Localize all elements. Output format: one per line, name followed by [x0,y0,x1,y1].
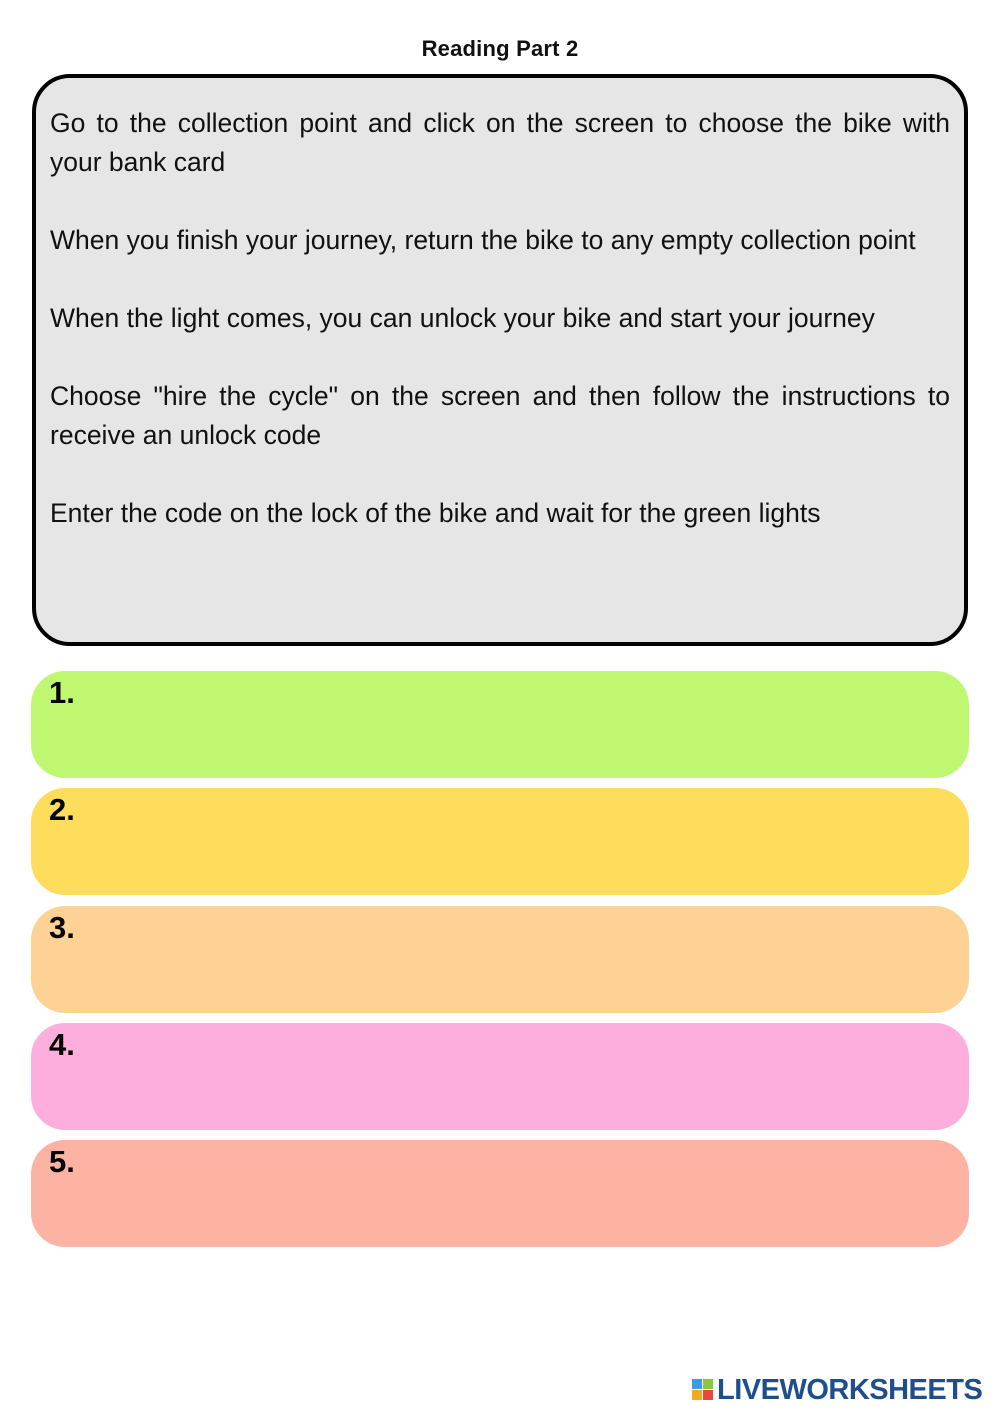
answer-box-4[interactable] [31,1023,969,1130]
logo-text: LIVEWORKSHEETS [717,1373,983,1406]
answer-number: 1. [49,675,75,710]
instruction-text: Go to the collection point and click on the screen to choose the bike with your bank card [50,108,950,177]
answer-number: 4. [49,1027,75,1062]
answer-number: 3. [49,910,75,945]
answer-number: 5. [49,1144,75,1179]
instruction-text: When the light comes, you can unlock your bike and start your journey [50,303,875,333]
answer-box-2[interactable] [31,788,969,895]
instruction-text: Choose "hire the cycle" on the screen and then follow the instructions to receive an unlock code [50,381,950,450]
answer-box-3[interactable] [31,906,969,1013]
instruction-text: When you finish your journey, return the bike to any empty collection point [50,225,916,255]
logo-mark-icon [692,1379,714,1401]
instruction-text: Enter the code on the lock of the bike and wait for the green lights [50,498,821,528]
answer-box-5[interactable] [31,1140,969,1247]
liveworksheets-logo [692,1374,982,1406]
answer-box-1[interactable] [31,671,969,778]
instructions-box [32,74,968,646]
page-title: Reading Part 2 [421,36,579,61]
answer-number: 2. [49,792,75,827]
